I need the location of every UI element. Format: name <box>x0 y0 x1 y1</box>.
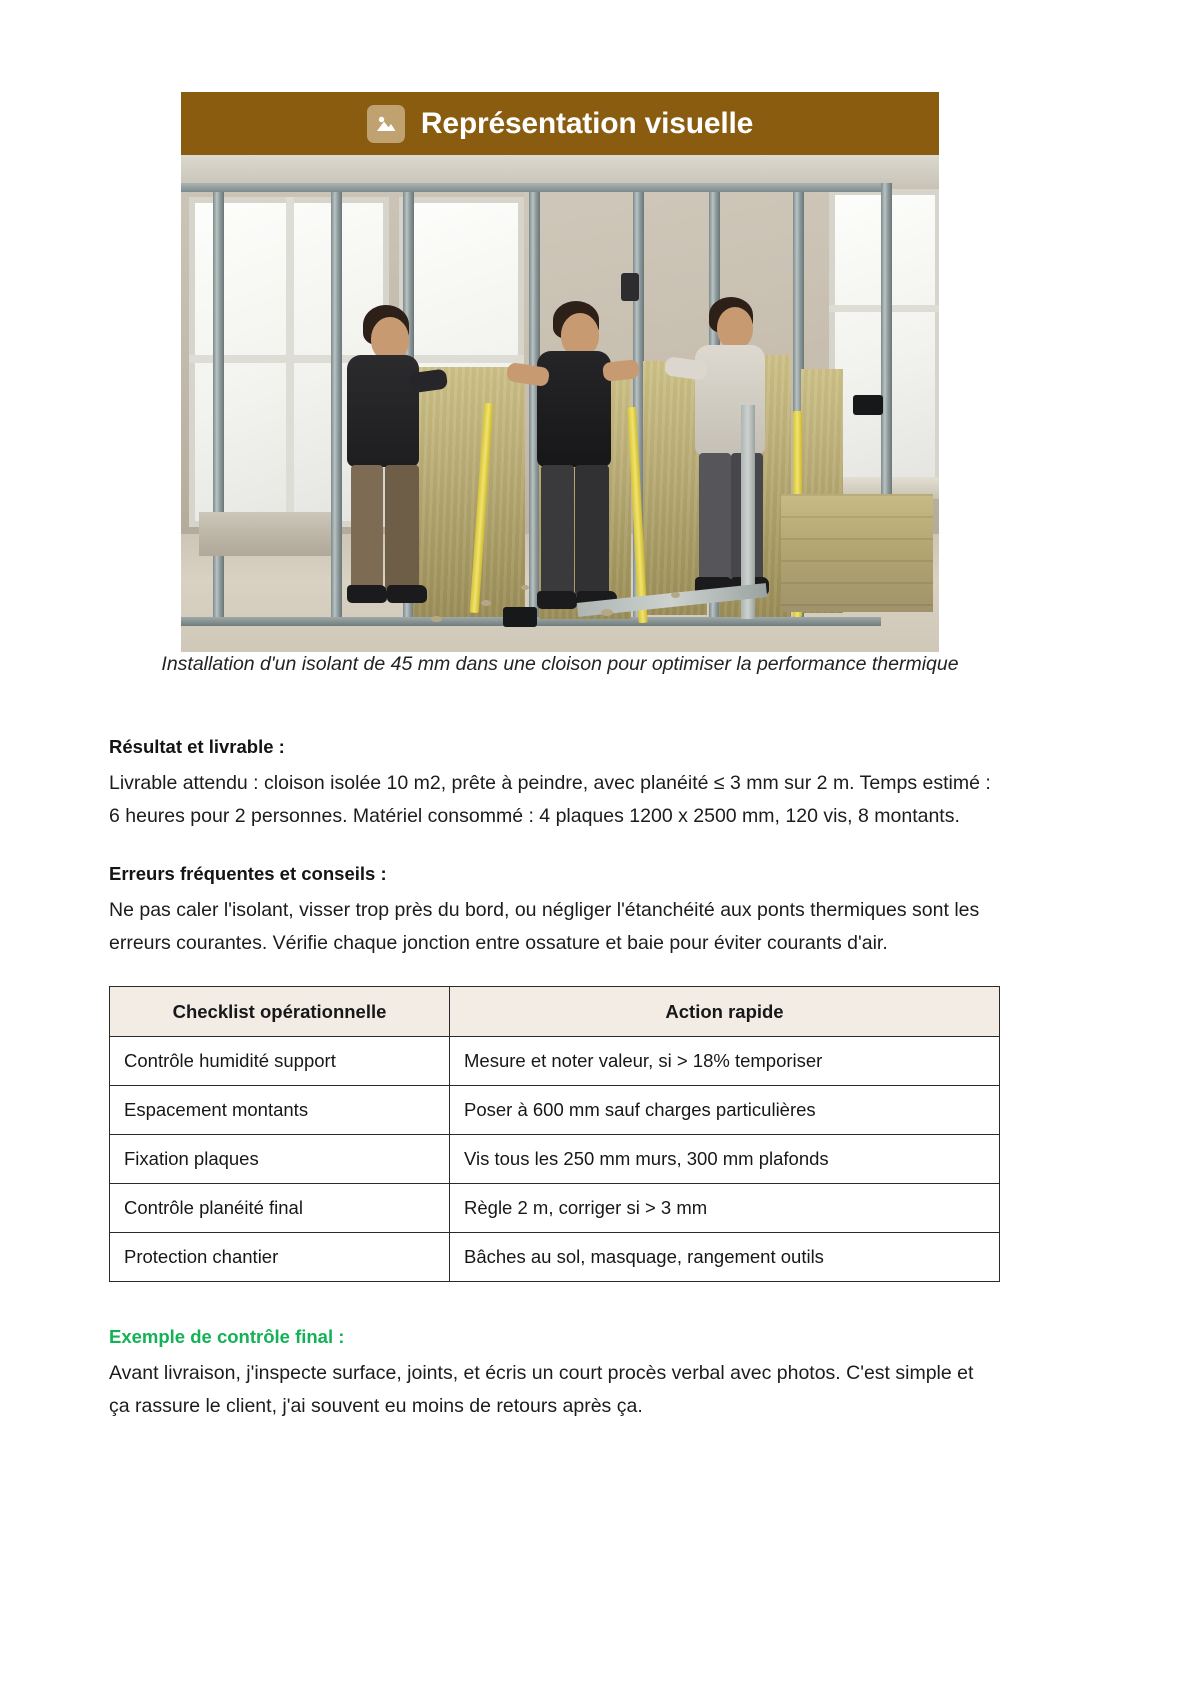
section-body-resultat: Livrable attendu : cloison isolée 10 m2, prête à peindre, avec planéité ≤ 3 mm sur 2 m. Temps estimé : 6 heures pour 2 personnes. Matériel consommé : 4 plaques 1200 x 2500 mm, 120 vis, 8 montants. <box>109 772 991 827</box>
table-cell-action: Bâches au sol, masquage, rangement outils <box>450 1233 1000 1282</box>
table-row <box>110 1135 1000 1184</box>
visual-banner <box>181 92 939 155</box>
table-row <box>110 1233 1000 1282</box>
table-cell-checklist: Contrôle planéité final <box>110 1184 450 1233</box>
table-row <box>110 1184 1000 1233</box>
table-cell-action: Mesure et noter valeur, si > 18% temporiser <box>450 1037 1000 1086</box>
section-heading-resultat: Résultat et livrable : <box>109 736 285 757</box>
section-heading-exemple: Exemple de contrôle final : <box>109 1326 345 1347</box>
document-content <box>109 736 999 1453</box>
section-heading-erreurs: Erreurs fréquentes et conseils : <box>109 863 387 884</box>
section-resultat-livrable <box>109 736 999 833</box>
table-header-checklist: Checklist opérationnelle <box>110 987 450 1037</box>
photo-insulation-stack <box>781 494 933 612</box>
section-body-exemple: Avant livraison, j'inspecte surface, joints, et écris un court procès verbal avec photos. C'est simple et ça rassure le client, j'ai souvent eu moins de retours après ça. <box>109 1362 974 1417</box>
image-icon <box>367 105 405 143</box>
table-row <box>110 1086 1000 1135</box>
photo-top-track <box>181 183 881 192</box>
photo-debris <box>431 616 442 622</box>
photo-debris <box>521 585 529 590</box>
photo-debris <box>671 592 680 598</box>
photo-debris <box>481 600 491 606</box>
table-cell-checklist: Espacement montants <box>110 1086 450 1135</box>
photo-metal-stud <box>213 183 224 625</box>
photo-metal-stud <box>331 183 342 625</box>
section-body-erreurs: Ne pas caler l'isolant, visser trop près du bord, ou négliger l'étanchéité aux ponts thermiques sont les erreurs courantes. Vérifie chaque jonction entre ossature et baie pour éviter courants d'air. <box>109 899 980 954</box>
photo-debris <box>601 609 613 616</box>
photo-window-mullion <box>399 355 524 363</box>
table-cell-action: Vis tous les 250 mm murs, 300 mm plafonds <box>450 1135 1000 1184</box>
photo-measuring-device <box>621 273 639 301</box>
visual-representation-block <box>181 92 939 652</box>
table-cell-checklist: Protection chantier <box>110 1233 450 1282</box>
table-cell-action: Règle 2 m, corriger si > 3 mm <box>450 1184 1000 1233</box>
section-exemple-controle-final <box>109 1326 999 1423</box>
table-header-action: Action rapide <box>450 987 1000 1037</box>
table-row <box>110 1037 1000 1086</box>
checklist-table <box>109 986 1000 1282</box>
construction-photo <box>181 155 939 652</box>
table-header-row <box>110 987 1000 1037</box>
photo-material-stack <box>199 512 331 556</box>
table-cell-checklist: Fixation plaques <box>110 1135 450 1184</box>
photo-cordless-drill <box>853 395 883 415</box>
photo-cordless-drill <box>503 607 537 627</box>
table-cell-action: Poser à 600 mm sauf charges particulières <box>450 1086 1000 1135</box>
photo-window-mullion <box>286 197 294 527</box>
table-cell-checklist: Contrôle humidité support <box>110 1037 450 1086</box>
section-erreurs-conseils <box>109 863 999 960</box>
figure-caption: Installation d'un isolant de 45 mm dans une cloison pour optimiser la performance thermique <box>161 653 959 675</box>
photo-insulation-batt <box>413 367 525 617</box>
visual-banner-title: Représentation visuelle <box>420 106 754 140</box>
photo-metal-stud <box>881 183 892 513</box>
